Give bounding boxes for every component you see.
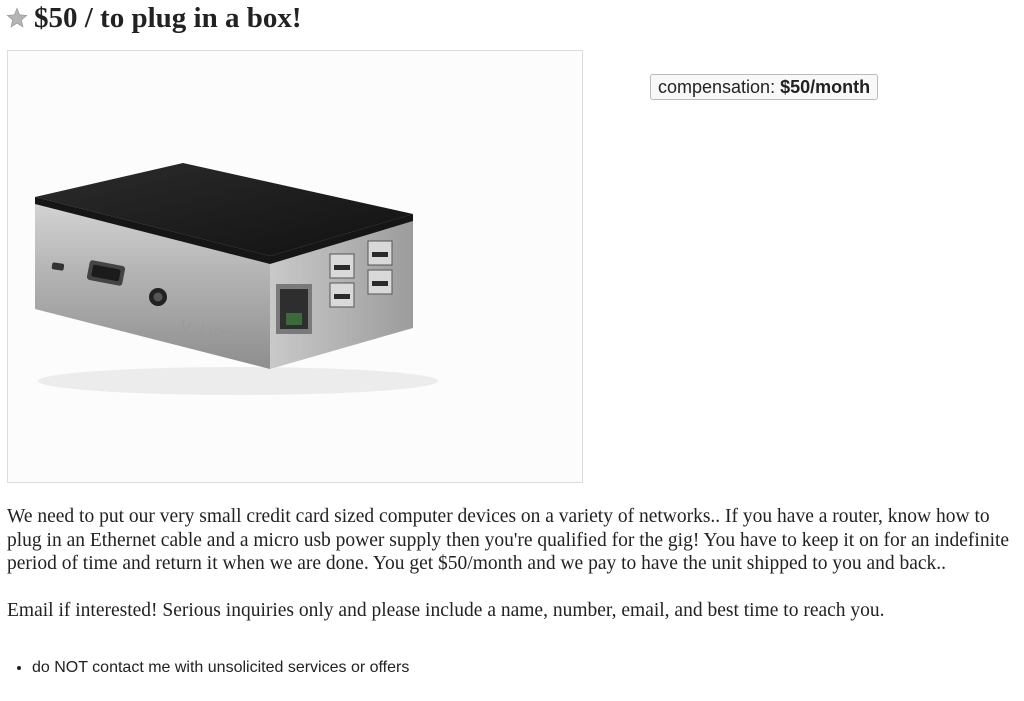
- body-paragraph-1: We need to put our very small credit card sized computer devices on a variety of networks.. If you have a router, know how to plug in an Ethernet cable and a micro usb power supply then you're qualified for the gig! You have to keep it on for an indefinite period of time and return it when we are done. You get $50/month and we pay to have the unit shipped to you and back..: [7, 506, 1010, 574]
- posting-body: [7, 505, 1012, 645]
- notice-item: • do NOT contact me with unsolicited services or offers: [32, 657, 409, 679]
- posting-image[interactable]: [7, 50, 583, 483]
- svg-text:V_LIRC: V_LIRC: [178, 317, 238, 347]
- compensation-value: $50/month: [780, 76, 871, 97]
- compensation-label: compensation:: [658, 76, 776, 97]
- notices-list: [7, 657, 409, 679]
- star-icon[interactable]: [6, 7, 28, 29]
- body-paragraph-2: Email if interested! Serious inquiries only and please include a name, number, email, and best time to reach you.: [7, 599, 885, 621]
- posting-title-row: [6, 0, 302, 36]
- computer-case-image: [8, 51, 583, 483]
- compensation-attribute: [650, 74, 878, 100]
- posting-title: $50 / to plug in a box!: [34, 2, 302, 34]
